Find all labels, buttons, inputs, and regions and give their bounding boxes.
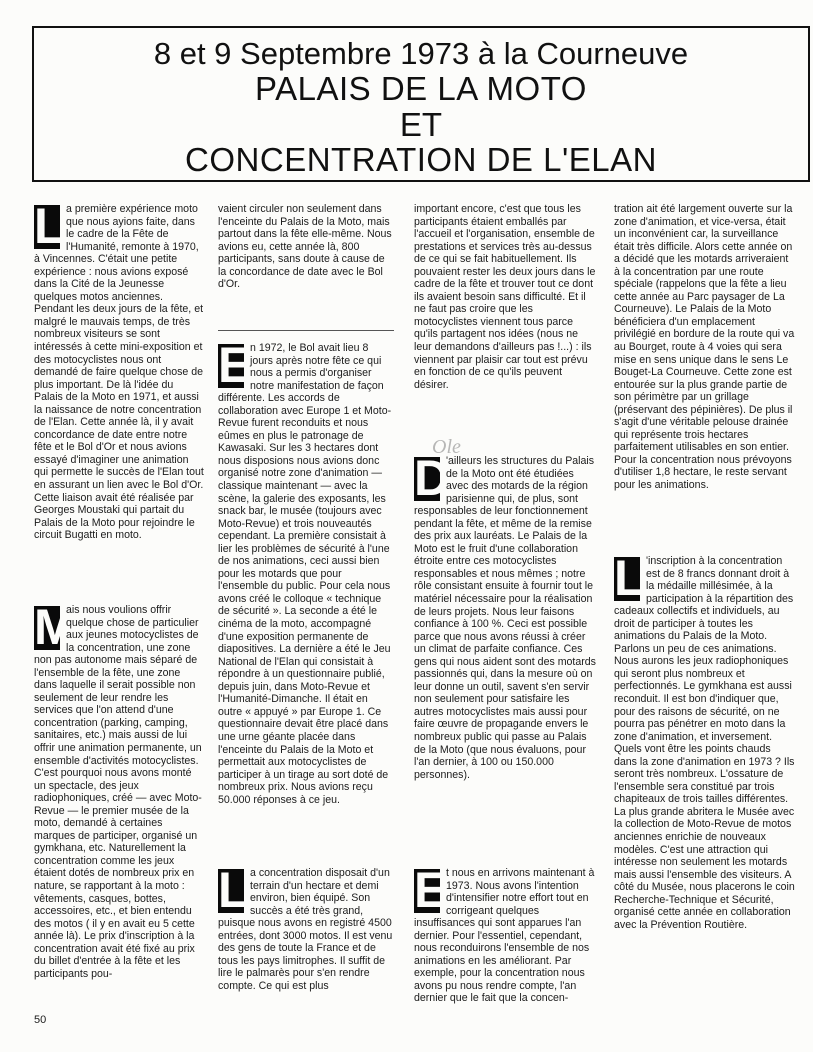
column1-section1 xyxy=(34,198,204,542)
paragraph-text: n 1972, le Bol avait lieu 8 jours après notre fête ce qui nous a permis d'organiser notre manifestation de façon différente. Les accords de collaboration avec Europe 1 et Moto-Revue furent reconduits et nous eûmes en plus le patronage de Kawasaki. Sur les 3 hectares dont nous disposions nous avions donc organisé notre zone d'animation — classique maintenant — avec la scène, la galerie des exposants, les snack bar, le musée (toujours avec Moto-Revue) et trois nouveautés cependant. La première consistait à lier les problèmes de sécurité à l'une de nos animations, ceci aussi bien pour les motards que pour l'ensemble du public. Pour cela nous avons créé le colloque « technique de sécurité ». La seconde a été le cinéma de la moto, accompagné d'une exposition permanente de diapositives. La dernière a été le Jeu National de l'Elan qui consistait à répondre à un questionnaire publié, depuis juin, dans Moto-Revue et l'Humanité-Dimanche. Il était en outre « appuyé » par Europe 1. Ce questionnaire devait être placé dans une urne géante placée dans l'enceinte du Palais de la Moto et permettait aux motocyclistes de participer à un tirage au sort doté de nombreux prix. Nous avions reçu 50.000 réponses à ce jeu. xyxy=(218,342,392,806)
header-date-line: 8 et 9 Septembre 1973 à la Courneuve xyxy=(153,36,689,71)
column2-section1 xyxy=(218,203,394,291)
drop-cap: M xyxy=(34,599,76,655)
drop-cap: E xyxy=(218,337,252,393)
column2-section3 xyxy=(218,862,394,992)
column4-section1 xyxy=(614,203,796,492)
header-title-concentration: CONCENTRATION DE L'ELAN xyxy=(185,141,657,178)
drop-cap: D xyxy=(414,450,451,506)
header-title-et: ET xyxy=(399,106,443,143)
drop-cap: E xyxy=(414,862,448,918)
paragraph-text: vaient circuler non seulement dans l'enceinte du Palais de la Moto, mais partout dans la fête elle-même. Nous avions eu, cette année là, 800 participants, sans doute à cause de la concordance de date avec le Bol d'Or. xyxy=(218,203,392,291)
drop-cap: L xyxy=(34,198,65,254)
column2-section2 xyxy=(218,337,394,806)
column3-section1 xyxy=(414,203,596,391)
header-title-palais: PALAIS DE LA MOTO xyxy=(255,70,587,107)
watermark-logo: Ole xyxy=(432,436,461,458)
page-number: 50 xyxy=(34,1014,47,1026)
column3-section3 xyxy=(414,862,596,1005)
paragraph-text: ais nous voulions offrir quelque chose de particulier aux jeunes motocyclistes de la concentration, une zone non pas autonome mais séparé de l'ensemble de la fête, une zone dans laquelle il serait possible non seulement de leur rendre les services que l'on attend d'une concentration (parking, camping, sanitaires, etc.) mais aussi de lui offrir une animation permanente, un ensemble d'activités motocyclistes. C'est pourquoi nous avons monté un spectacle, des jeux radiophoniques, créé — avec Moto-Revue — le premier musée de la moto, demandé à certaines marques de participer, organisé un gymkhana, etc. Naturellement la concentration comme les jeux étaient dotés de nombreux prix en nature, se rapportant à la moto : vêtements, casques, bottes, accessoires, etc., et bien entendu des motos ( il y en avait eu 5 cette année là). Le prix d'inscription à la concentration avait été fixé au prix du billet d'entrée à la fête et les participants pou- xyxy=(34,604,202,980)
column4-section2 xyxy=(614,550,796,931)
section-divider xyxy=(218,330,394,331)
drop-cap: L xyxy=(218,862,249,918)
paragraph-text: a première expérience moto que nous ayions faite, dans le cadre de la Fête de l'Humanité, remonte à 1970, à Vincennes. C'était une petite expérience : nous avions exposé dans la Cité de la Jeunesse quelques motos anciennes. Pendant les deux jours de la fête, et malgré le mauvais temps, de très nombreux visiteurs se sont intéressés à cette mini-exposition et des motocyclistes nous ont demandé de faire quelque chose de plus important. De là l'idée du Palais de la Moto en 1971, et aussi la naissance de notre concentration de l'Elan. Cette année là, il y avait concordance de date entre notre fête et le Bol d'Or et nous avions essayé d'imaginer une animation qui permette le succès de l'Elan tout en assurant un lien avec le Bol d'Or. Cette liaison avait été réalisée par Georges Moustaki qui partait du Palais de la Moto pour rejoindre le circuit Bugatti en moto. xyxy=(34,203,204,542)
paragraph-text: 'ailleurs les structures du Palais de la Moto ont été étudiées avec des motards de la région parisienne qui, de plus, sont responsables de leur fonctionnement pendant la fête, et même de la remise des prix aux lauréats. Le Palais de la Moto est le fruit d'une collaboration étroite entre ces motocyclistes responsables et nous mêmes ; notre rôle consistant ensuite à fournir tout le matériel nécessaire pour la réalisation de leurs projets. Nous leur faisons confiance à 100 %. Ceci est possible parce que nous avons réussi à créer un climat de parfaite confiance. Ces gens qui nous aident sont des motards passionnés qui, dans la mesure où on leur donne un outil, savent s'en servir non seulement pour satisfaire les autres motocyclistes mais aussi pour faire œuvre de propagande envers le nombreux public qui passe au Palais de la Moto (que nous évaluons, pour l'an dernier, à 100 ou 150.000 personnes). xyxy=(414,455,596,781)
paragraph-text: 'inscription à la concentration est de 8 francs donnant droit à la médaille millésimée, à la participation à la répartition des cadeaux collectifs et individuels, au droit de participer à toutes les animations du Palais de la Moto. Parlons un peu de ces animations. Nous aurons les jeux radiophoniques qui seront plus nombreux et perfectionnés. Le gymkhana est aussi reconduit. Il est bon d'indiquer que, pour des raisons de sécurité, on ne pourra pas pénétrer en moto dans la zone d'animation, et inversement. Quels vont être les points chauds dans la zone d'animation en 1973 ? Ils seront très nombreux. L'ossature de l'ensemble sera constitué par trois chapiteaux de trois tailles différentes. La plus grande abritera le Musée avec la collection de Moto-Revue de motos anciennes enrichie de nouveaux modèles. C'est une attraction qui intéresse non seulement les motards mais aussi l'ensemble des visiteurs. A côté du Musée, nous placerons le coin Recherche-Technique et Sécurité, organisé cette année en collaboration avec la Prévention Routière. xyxy=(614,555,795,931)
paragraph-text: t nous en arrivons maintenant à 1973. Nous avons l'intention d'intensifier notre effort tout en corrigeant quelques insuffisances qui sont apparues l'an dernier. Pour l'essentiel, cependant, nous reconduirons l'ensemble de nos animations en les améliorant. Par exemple, pour la concentration nous avons pu nous rendre compte, l'an dernier que le fait que la concen- xyxy=(414,867,595,1005)
column3-section2 xyxy=(414,450,596,781)
column1-section2 xyxy=(34,599,204,980)
drop-cap: L xyxy=(614,550,645,606)
paragraph-text: tration ait été largement ouverte sur la zone d'animation, et vice-versa, était un inconvénient car, la surveillance était très difficile. Alors cette année on a décidé que les motards arriveraient à la concentration par une route spéciale (rappelons que la fête a lieu cette année au Parc paysager de La Courneuve). Le Palais de la Moto bénéficiera d'un emplacement privilégié en bordure de la route qui va au Bourget, route à 4 voies qui sera mise en sens unique dans le sens Le Bouget-La Courneuve. Cette zone est entourée sur la plus grande partie de son périmètre par un grillage (préservant des pépinières). De plus il s'agit d'une véritable pelouse drainée qui représente trois hectares parfaitement utilisables en son entier. Pour la concentration nous prévoyons d'utiliser 1,8 hectare, le reste servant pour les animations. xyxy=(614,203,795,492)
article-header xyxy=(32,26,810,182)
paragraph-text: important encore, c'est que tous les participants étaient emballés par l'accueil et l'organisation, ensemble de prestations et services très au-dessus de ce qui se fait habituellement. Ils pouvaient rester les deux jours dans le cadre de la fête et trouver tout ce dont ils avaient besoin sans difficulté. Et il ne faut pas croire que les motocyclistes viennent tous parce qu'ils partagent nos idées (nous ne leur demandons d'ailleurs pas !...) : ils viennent par plaisir car tout est prévu en fonction de ce qu'ils peuvent désirer. xyxy=(414,203,596,391)
paragraph-text: a concentration disposait d'un terrain d'un hectare et demi environ, bien équipé. Son succès a été très grand, puisque nous avons en registré 4500 entrées, dont 3000 motos. Il est venu des gens de toute la France et de tous les pays limitrophes. Il suffit de lire le palmarès pour s'en rendre compte. Ce qui est plus xyxy=(218,867,393,992)
